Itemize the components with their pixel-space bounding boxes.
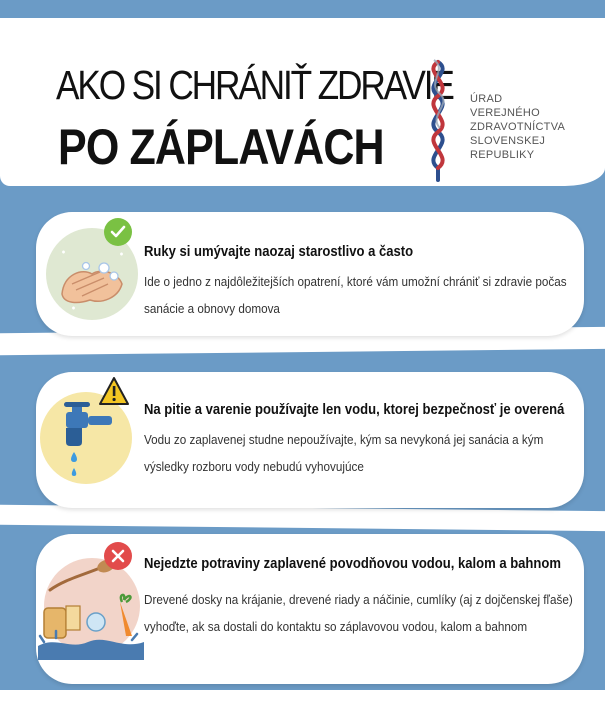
card-text: Vodu zo zaplavenej studne nepoužívajte, kým sa nevykoná jej sanácia a kým výsledky rozboru vody nebudú vyhovujúce — [144, 432, 544, 474]
tip-card-drinking-water — [36, 372, 584, 508]
card-text: Ide o jedno z najdôležitejších opatrení, ktoré vám umožní chrániť si zdravie počas sanácie a obnovy domova — [144, 274, 567, 316]
check-icon — [104, 218, 132, 246]
tip-card-hand-washing — [36, 212, 584, 336]
cross-icon — [104, 542, 132, 570]
tip-card-flooded-food — [36, 534, 584, 684]
header — [0, 18, 605, 186]
card-title: Ruky si umývajte naozaj starostlivo a často — [144, 244, 414, 260]
page-title-line-2: PO ZÁPLAVÁCH — [58, 119, 384, 175]
page-title-line-1: AKO SI CHRÁNIŤ ZDRAVIE — [56, 62, 453, 108]
flooded-food-icon — [36, 550, 146, 660]
organization-name: ÚRAD VEREJNÉHO ZDRAVOTNÍCTVA SLOVENSKEJ REPUBLIKY — [470, 93, 566, 161]
card-text: Drevené dosky na krájanie, drevené riady a náčinie, cumlíky (aj z dojčenskej fľaše) vyhoďte, ak sa dostali do kontaktu so záplavovou vodou, kalom a bahnom — [144, 592, 573, 634]
card-title: Na pitie a varenie používajte len vodu, ktorej bezpečnosť je overená — [144, 402, 565, 418]
wave-stripe — [0, 505, 605, 532]
wave-stripe — [0, 690, 605, 712]
warning-icon — [98, 376, 130, 406]
card-title: Nejedzte potraviny zaplavené povodňovou vodou, kalom a bahnom — [144, 556, 561, 572]
logo-icon — [418, 58, 458, 183]
